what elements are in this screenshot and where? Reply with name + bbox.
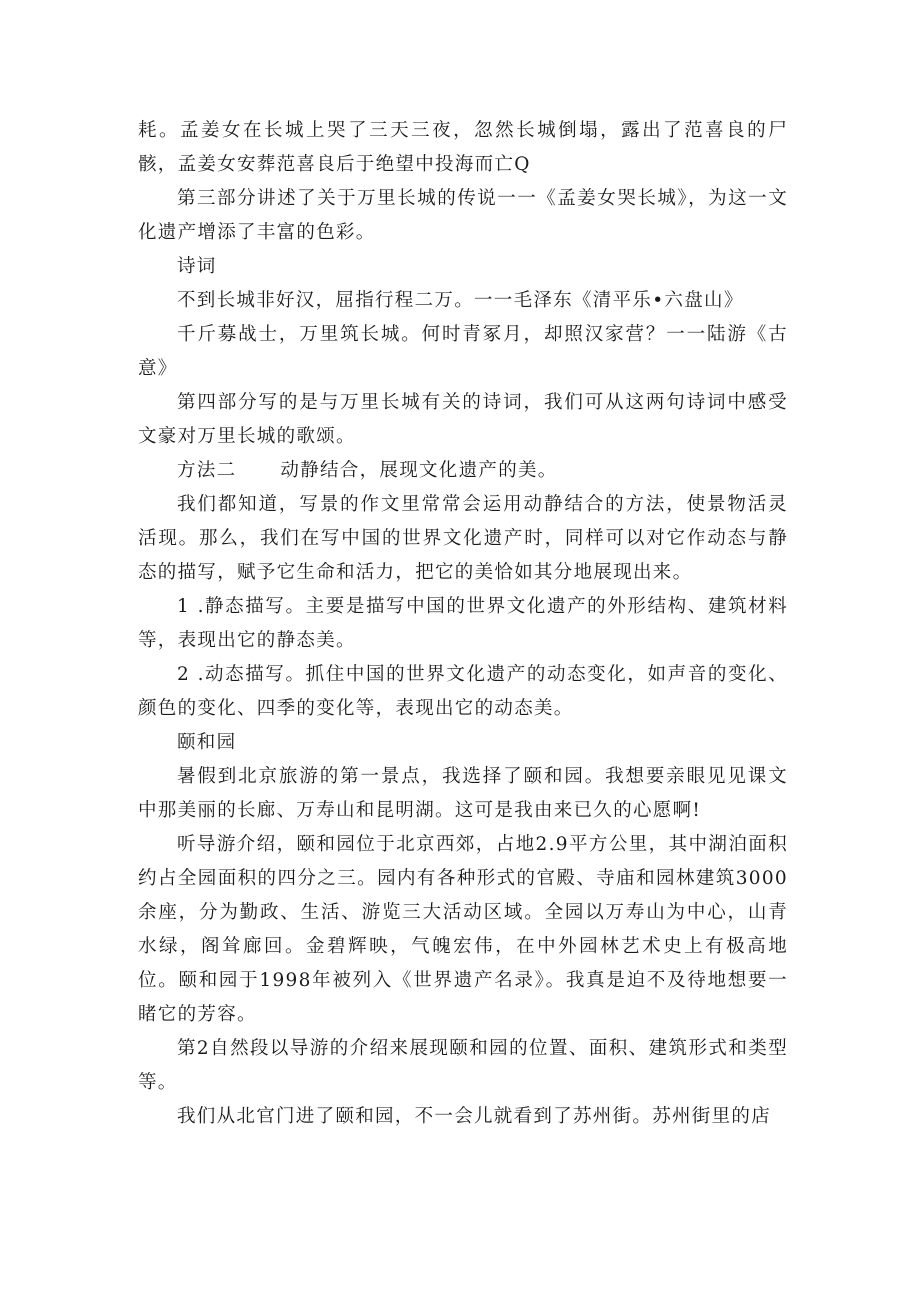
paragraph-visit-intro: 暑假到北京旅游的第一景点，我选择了颐和园。我想要亲眼见见课文中那美丽的长廊、万寿山和昆明湖。这可是我由来已久的心愿啊! <box>138 766 788 821</box>
paragraph-comment: 第2自然段以导游的介绍来展现颐和园的位置、面积、建筑形式和类型等。 <box>138 1038 788 1093</box>
body-text <box>138 114 788 1134</box>
paragraph-continuation: 耗。孟姜女在长城上哭了三天三夜，忽然长城倒塌，露出了范喜良的尸骸，孟姜女安葬范喜良后于绝望中投海而亡Q <box>138 120 788 175</box>
paragraph-method-intro: 我们都知道，写景的作文里常常会运用动静结合的方法，使景物活灵活现。那么，我们在写中国的世界文化遗产时，同样可以对它作动态与静态的描写，赋予它生命和活力，把它的美恰如其分地展现出来。 <box>138 494 788 583</box>
heading-poems: 诗词 <box>177 256 217 277</box>
heading-summer-palace: 颐和园 <box>177 732 237 753</box>
list-item-static: 1 .静态描写。主要是描写中国的世界文化遗产的外形结构、建筑材料等，表现出它的静态美。 <box>138 596 788 651</box>
paragraph-part3-summary: 第三部分讲述了关于万里长城的传说一一《孟姜女哭长城》，为这一文化遗产增添了丰富的色彩。 <box>138 188 788 243</box>
paragraph-suzhou-street: 我们从北官门进了颐和园，不一会儿就看到了苏州街。苏州街里的店 <box>177 1106 772 1127</box>
paragraph-guide-intro: 听导游介绍，颐和园位于北京西郊，占地2.9平方公里，其中湖泊面积约占全园面积的四分之三。园内有各种形式的官殿、寺庙和园林建筑3000余座，分为勤政、生活、游览三大活动区域。全园以万寿山为中心，山青水绿，阁耸廊回。金碧辉映，气魄宏伟，在中外园林艺术史上有极高地位。颐和园于1998年被列入《世界遗产名录》。我真是迫不及待地想要一睹它的芳容。 <box>138 834 788 1025</box>
method-title: 动静结合，展现文化遗产的美。 <box>280 460 558 481</box>
list-item-dynamic: 2 .动态描写。抓住中国的世界文化遗产的动态变化，如声音的变化、颜色的变化、四季的变化等，表现出它的动态美。 <box>138 664 788 719</box>
poem-mao-zedong: 不到长城非好汉，屈指行程二万。一一毛泽东《清平乐•六盘山》 <box>177 290 744 311</box>
method-label: 方法二 <box>177 460 237 481</box>
paragraph-part4-summary: 第四部分写的是与万里长城有关的诗词，我们可从这两句诗词中感受文豪对万里长城的歌颂。 <box>138 392 788 447</box>
method-two-heading <box>138 454 788 488</box>
poem-lu-you: 千斤募战士，万里筑长城。何时青冢月，却照汉家营？一一陆游《古意》 <box>138 324 788 379</box>
